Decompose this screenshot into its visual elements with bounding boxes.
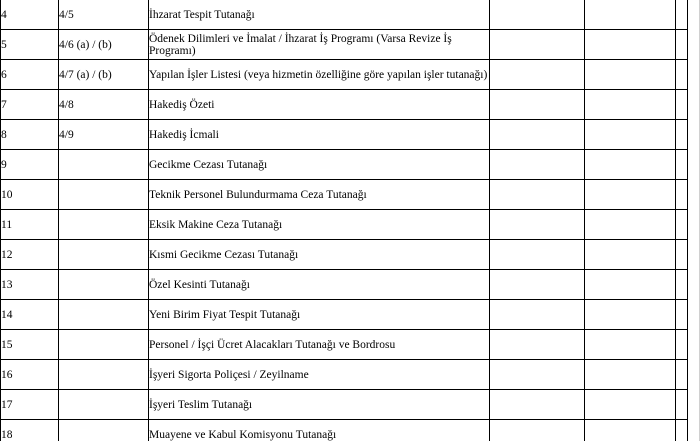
- table-body: [1, 0, 688, 441]
- empty-cell: [676, 390, 688, 420]
- table-row: [1, 330, 688, 360]
- document-name-cell: Yapılan İşler Listesi (veya hizmetin özelliğine göre yapılan işler tutanağı): [149, 60, 490, 90]
- empty-cell: [490, 0, 585, 30]
- document-name-cell: İşyeri Teslim Tutanağı: [149, 390, 490, 420]
- empty-cell: [676, 240, 688, 270]
- table-row: [1, 390, 688, 420]
- empty-cell: [490, 150, 585, 180]
- document-name-cell: İşyeri Sigorta Poliçesi / Zeyilname: [149, 360, 490, 390]
- form-reference-cell: 4/6 (a) / (b): [59, 30, 149, 60]
- document-name-cell: Teknik Personel Bulundurmama Ceza Tutanağı: [149, 180, 490, 210]
- table-row: [1, 420, 688, 441]
- form-reference-cell: [59, 360, 149, 390]
- form-reference-cell: 4/7 (a) / (b): [59, 60, 149, 90]
- empty-cell: [490, 240, 585, 270]
- form-reference-cell: [59, 390, 149, 420]
- table-row: [1, 120, 688, 150]
- empty-cell: [585, 360, 676, 390]
- table-row: [1, 60, 688, 90]
- empty-cell: [490, 180, 585, 210]
- table-row: [1, 360, 688, 390]
- empty-cell: [676, 150, 688, 180]
- table-row: [1, 0, 688, 30]
- row-number-cell: 14: [1, 300, 59, 330]
- table-row: [1, 180, 688, 210]
- empty-cell: [585, 210, 676, 240]
- document-name-cell: İhzarat Tespit Tutanağı: [149, 0, 490, 30]
- form-reference-cell: [59, 330, 149, 360]
- empty-cell: [585, 30, 676, 60]
- row-number-cell: 18: [1, 420, 59, 441]
- form-reference-cell: 4/9: [59, 120, 149, 150]
- empty-cell: [676, 330, 688, 360]
- empty-cell: [490, 270, 585, 300]
- table-row: [1, 240, 688, 270]
- table-row: [1, 270, 688, 300]
- form-reference-cell: [59, 270, 149, 300]
- empty-cell: [490, 60, 585, 90]
- empty-cell: [585, 60, 676, 90]
- empty-cell: [676, 120, 688, 150]
- empty-cell: [490, 210, 585, 240]
- row-number-cell: 10: [1, 180, 59, 210]
- form-reference-cell: [59, 150, 149, 180]
- table-row: [1, 300, 688, 330]
- row-number-cell: 6: [1, 60, 59, 90]
- empty-cell: [676, 360, 688, 390]
- empty-cell: [676, 60, 688, 90]
- empty-cell: [676, 270, 688, 300]
- document-name-cell: Eksik Makine Ceza Tutanağı: [149, 210, 490, 240]
- form-reference-cell: [59, 210, 149, 240]
- form-reference-cell: [59, 240, 149, 270]
- empty-cell: [676, 300, 688, 330]
- table-row: [1, 150, 688, 180]
- empty-cell: [490, 330, 585, 360]
- empty-cell: [490, 360, 585, 390]
- row-number-cell: 7: [1, 90, 59, 120]
- form-reference-cell: [59, 420, 149, 441]
- empty-cell: [585, 180, 676, 210]
- empty-cell: [585, 420, 676, 441]
- empty-cell: [585, 0, 676, 30]
- empty-cell: [490, 300, 585, 330]
- empty-cell: [676, 180, 688, 210]
- document-name-cell: Hakediş Özeti: [149, 90, 490, 120]
- empty-cell: [676, 30, 688, 60]
- row-number-cell: 4: [1, 0, 59, 30]
- row-number-cell: 13: [1, 270, 59, 300]
- row-number-cell: 8: [1, 120, 59, 150]
- empty-cell: [585, 330, 676, 360]
- row-number-cell: 11: [1, 210, 59, 240]
- document-name-cell: Muayene ve Kabul Komisyonu Tutanağı: [149, 420, 490, 441]
- form-reference-cell: 4/5: [59, 0, 149, 30]
- row-number-cell: 17: [1, 390, 59, 420]
- empty-cell: [676, 210, 688, 240]
- empty-cell: [490, 120, 585, 150]
- empty-cell: [490, 90, 585, 120]
- document-name-cell: Personel / İşçi Ücret Alacakları Tutanağı ve Bordrosu: [149, 330, 490, 360]
- empty-cell: [585, 270, 676, 300]
- row-number-cell: 9: [1, 150, 59, 180]
- row-number-cell: 15: [1, 330, 59, 360]
- form-reference-cell: 4/8: [59, 90, 149, 120]
- table-row: [1, 90, 688, 120]
- empty-cell: [676, 0, 688, 30]
- row-number-cell: 12: [1, 240, 59, 270]
- empty-cell: [490, 420, 585, 441]
- empty-cell: [585, 120, 676, 150]
- document-name-cell: Özel Kesinti Tutanağı: [149, 270, 490, 300]
- empty-cell: [676, 90, 688, 120]
- document-name-cell: Gecikme Cezası Tutanağı: [149, 150, 490, 180]
- row-number-cell: 5: [1, 30, 59, 60]
- document-name-cell: Yeni Birim Fiyat Tespit Tutanağı: [149, 300, 490, 330]
- table-row: [1, 30, 688, 60]
- empty-cell: [585, 390, 676, 420]
- document-name-cell: Ödenek Dilimleri ve İmalat / İhzarat İş Programı (Varsa Revize İş Programı): [149, 30, 490, 60]
- empty-cell: [585, 300, 676, 330]
- document-name-cell: Hakediş İcmali: [149, 120, 490, 150]
- empty-cell: [490, 30, 585, 60]
- form-reference-cell: [59, 300, 149, 330]
- form-reference-cell: [59, 180, 149, 210]
- row-number-cell: 16: [1, 360, 59, 390]
- empty-cell: [490, 390, 585, 420]
- empty-cell: [676, 420, 688, 441]
- empty-cell: [585, 90, 676, 120]
- empty-cell: [585, 150, 676, 180]
- table-row: [1, 210, 688, 240]
- document-name-cell: Kısmi Gecikme Cezası Tutanağı: [149, 240, 490, 270]
- empty-cell: [585, 240, 676, 270]
